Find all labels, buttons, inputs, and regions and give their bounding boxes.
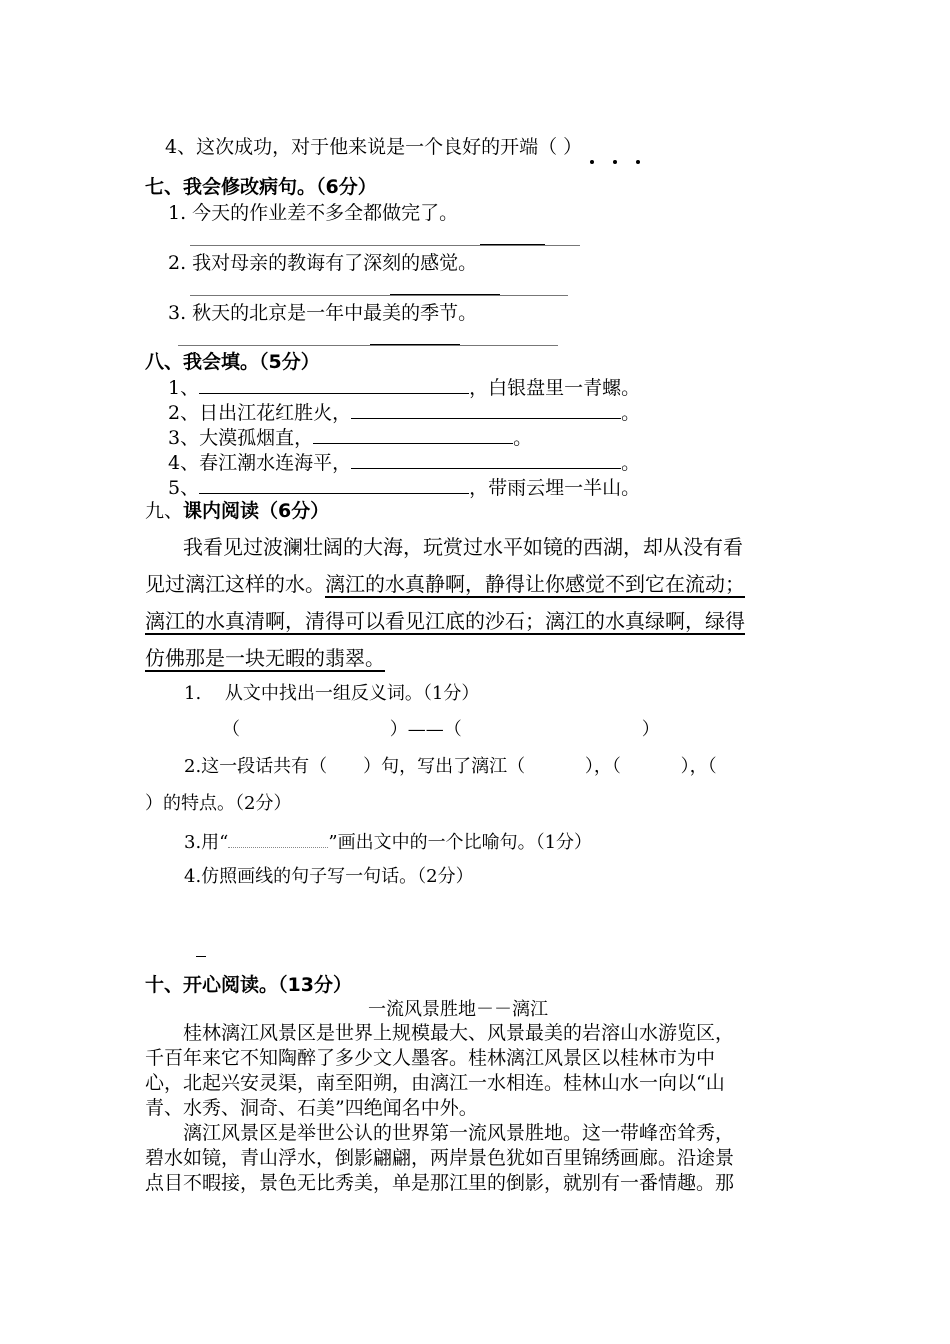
sec8-item-2 — [168, 401, 640, 425]
poem-text: 。 — [513, 427, 533, 450]
fill-blank[interactable] — [199, 376, 469, 394]
fill-blank[interactable] — [199, 476, 469, 494]
sec8-item-1 — [168, 376, 640, 400]
article-line: 桂林漓江风景区是世界上规模最大、风景最美的岩溶山水游览区， — [183, 1022, 735, 1044]
sec8-item-4 — [168, 451, 640, 475]
sec9-q1: 1. 从文中找出一组反义词。（1分） — [184, 683, 480, 704]
sec8-item-3 — [168, 426, 532, 450]
answer-line[interactable] — [190, 295, 568, 296]
poem-text: 大漠孤烟直， — [199, 427, 314, 450]
article-line: 点目不暇接，景色无比秀美，单是那江里的倒影，就别有一番情趣。那 — [145, 1172, 735, 1194]
sec7-item-2: 2. 我对母亲的教诲有了深刻的感觉。 — [168, 252, 478, 274]
emphasis-dot — [590, 160, 594, 164]
poem-text: ，带雨云埋一半山。 — [469, 477, 641, 500]
sec7-item-1: 1. 今天的作业差不多全都做完了。 — [168, 202, 459, 224]
section-9-title — [145, 500, 329, 523]
poem-text: 。 — [621, 402, 641, 425]
question-text: ”画出文中的一个比喻句。（1分） — [328, 832, 593, 853]
underlined-sentence: 仿佛那是一块无暇的翡翠。 — [145, 646, 385, 670]
article-title: 一流风景胜地－－漓江 — [368, 999, 548, 1020]
article-line: 青、水秀、洞奇、石美”四绝闻名中外。 — [145, 1097, 478, 1119]
article-line: 千百年来它不知陶醉了多少文人墨客。桂林漓江风景区以桂林市为中 — [145, 1047, 716, 1069]
sec8-item-5 — [168, 476, 640, 500]
poem-text: ，白银盘里一青螺。 — [469, 377, 641, 400]
section-8-title: 八、我会填。（5分） — [145, 351, 320, 373]
emphasis-dot — [613, 160, 617, 164]
section-heading: 课内阅读（6分） — [183, 500, 330, 522]
sec9-q2-line-2: ）的特点。（2分） — [145, 793, 292, 814]
item-number: 1、 — [168, 377, 200, 400]
sec9-q3 — [184, 829, 592, 854]
wavy-line-sample — [228, 829, 328, 848]
passage-text: 见过漓江这样的水。 — [145, 572, 325, 596]
fill-blank[interactable] — [313, 426, 513, 444]
passage-line-1: 我看见过波澜壮阔的大海，玩赏过水平如镜的西湖，却从没有看 — [183, 535, 743, 559]
answer-line[interactable] — [190, 245, 580, 246]
article-line: 碧水如镜，青山浮水，倒影翩翩，两岸景色犹如百里锦绣画廊。沿途景 — [145, 1147, 735, 1169]
fill-blank[interactable] — [351, 451, 621, 469]
underlined-sentence: 漓江的水真静啊，静得让你感觉不到它在流动； — [325, 572, 745, 596]
answer-line-segment — [370, 344, 460, 345]
sec9-q1-answer[interactable]: （ ）——（ ） — [222, 719, 660, 740]
answer-line-segment — [480, 244, 545, 245]
sec9-q4: 4.仿照画线的句子写一句话。（2分） — [184, 866, 474, 887]
sec9-q2-line-1: 2.这一段话共有（ ）句，写出了漓江（ ），（ ），（ — [184, 756, 717, 777]
section-number: 九、 — [145, 500, 184, 522]
poem-text: 。 — [621, 452, 641, 475]
poem-text: 日出江花红胜火， — [199, 402, 352, 425]
item-number: 5、 — [168, 477, 200, 500]
item-number: 3、 — [168, 427, 200, 450]
item-number: 4、 — [168, 452, 200, 475]
article-line: 漓江风景区是举世公认的世界第一流风景胜地。这一带峰峦耸秀， — [183, 1122, 735, 1144]
article-line: 心，北起兴安灵渠，南至阳朔，由漓江一水相连。桂林山水一向以“山 — [145, 1072, 725, 1094]
answer-line-segment — [390, 294, 500, 295]
question-text: 3.用“ — [184, 832, 229, 853]
underlined-sentence: 漓江的水真清啊，清得可以看见江底的沙石；漓江的水真绿啊，绿得 — [145, 609, 745, 633]
item-number: 2、 — [168, 402, 200, 425]
q6-item-4: 4、这次成功，对于他来说是一个良好的开端（ ） — [165, 136, 583, 158]
sec7-item-3: 3. 秋天的北京是一年中最美的季节。 — [168, 302, 478, 324]
answer-line[interactable] — [196, 956, 206, 957]
emphasis-dot — [636, 160, 640, 164]
passage-line-2 — [145, 572, 745, 596]
section-7-title: 七、我会修改病句。（6分） — [145, 176, 377, 198]
answer-line[interactable] — [178, 345, 558, 346]
poem-text: 春江潮水连海平， — [199, 452, 352, 475]
section-10-title: 十、开心阅读。（13分） — [145, 974, 352, 996]
fill-blank[interactable] — [351, 401, 621, 419]
